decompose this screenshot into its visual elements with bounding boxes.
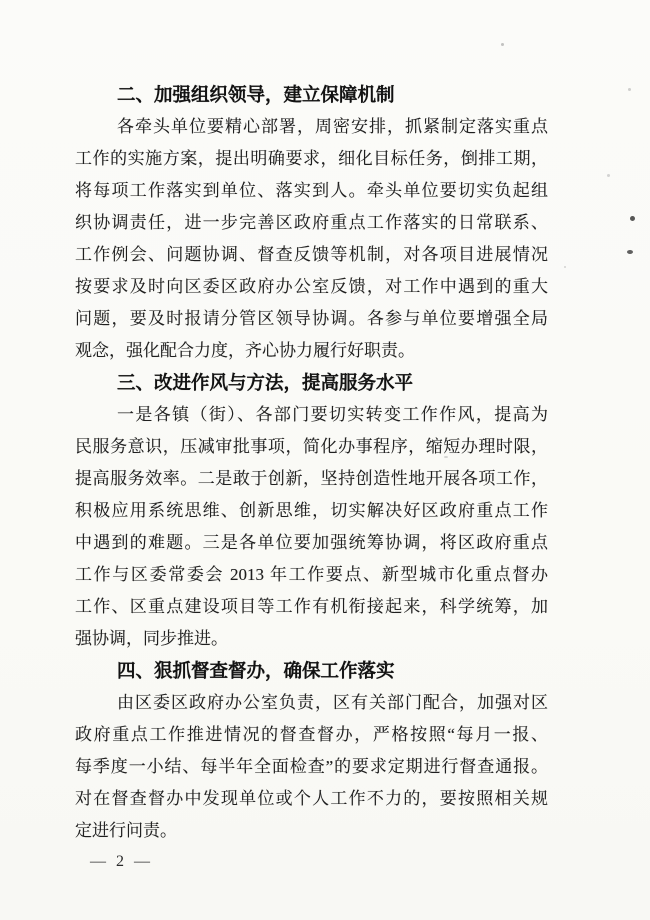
text-line: 民服务意识，压减审批事项，简化办事程序，缩短办理时限， — [75, 437, 548, 456]
text-line: 将每项工作落实到单位、落实到人。牵头单位要切实负起组 — [75, 181, 548, 200]
text-line: 对在督查督办中发现单位或个人工作不力的，要按照相关规 — [75, 789, 548, 808]
text-line: 工作例会、问题协调、督查反馈等机制，对各项目进展情况 — [75, 245, 548, 264]
text-line: 定进行问责。 — [75, 821, 177, 840]
text-line: 织协调责任，进一步完善区政府重点工作落实的日常联系、 — [75, 213, 548, 232]
text-line: 工作与区委常委会 2013 年工作要点、新型城市化重点督办 — [75, 565, 548, 584]
text-line: 按要求及时向区委区政府办公室反馈，对工作中遇到的重大 — [75, 277, 548, 296]
scan-speck — [630, 216, 635, 221]
scan-speck — [564, 266, 566, 268]
scan-speck — [501, 43, 504, 46]
text-line: 每季度一小结、每半年全面检查”的要求定期进行督查通报。 — [75, 757, 548, 776]
text-line: 观念，强化配合力度，齐心协力履行好职责。 — [75, 341, 415, 360]
section-heading: 四、狠抓督查督办，确保工作落实 — [117, 660, 395, 681]
scan-speck — [628, 88, 631, 91]
text-line: 由区委区政府办公室负责，区有关部门配合，加强对区 — [117, 693, 548, 712]
text-line: 强协调，同步推进。 — [75, 629, 228, 648]
text-line: 工作、区重点建设项目等工作有机衔接起来，科学统筹，加 — [75, 597, 548, 616]
text-line: 提高服务效率。二是敢于创新，坚持创造性地开展各项工作， — [75, 469, 548, 488]
text-line: 问题，要及时报请分管区领导协调。各参与单位要增强全局 — [75, 309, 548, 328]
text-line: 各牵头单位要精心部署，周密安排，抓紧制定落实重点 — [117, 117, 548, 136]
document-body — [75, 79, 548, 847]
text-line: 中遇到的难题。三是各单位要加强统筹协调，将区政府重点 — [75, 533, 548, 552]
page-number: — 2 — — [90, 853, 153, 870]
text-line: 积极应用系统思维、创新思维，切实解决好区政府重点工作 — [75, 501, 548, 520]
scan-speck — [627, 250, 633, 254]
text-line: 政府重点工作推进情况的督查督办，严格按照“每月一报、 — [75, 725, 548, 744]
section-heading: 三、改进作风与方法，提高服务水平 — [117, 372, 414, 393]
text-line: 工作的实施方案，提出明确要求，细化目标任务，倒排工期， — [75, 149, 548, 168]
section-heading: 二、加强组织领导，建立保障机制 — [117, 84, 395, 105]
scan-speck — [444, 456, 448, 458]
text-line: 一是各镇（街）、各部门要切实转变工作作风，提高为 — [117, 405, 548, 424]
scan-speck — [607, 174, 610, 177]
